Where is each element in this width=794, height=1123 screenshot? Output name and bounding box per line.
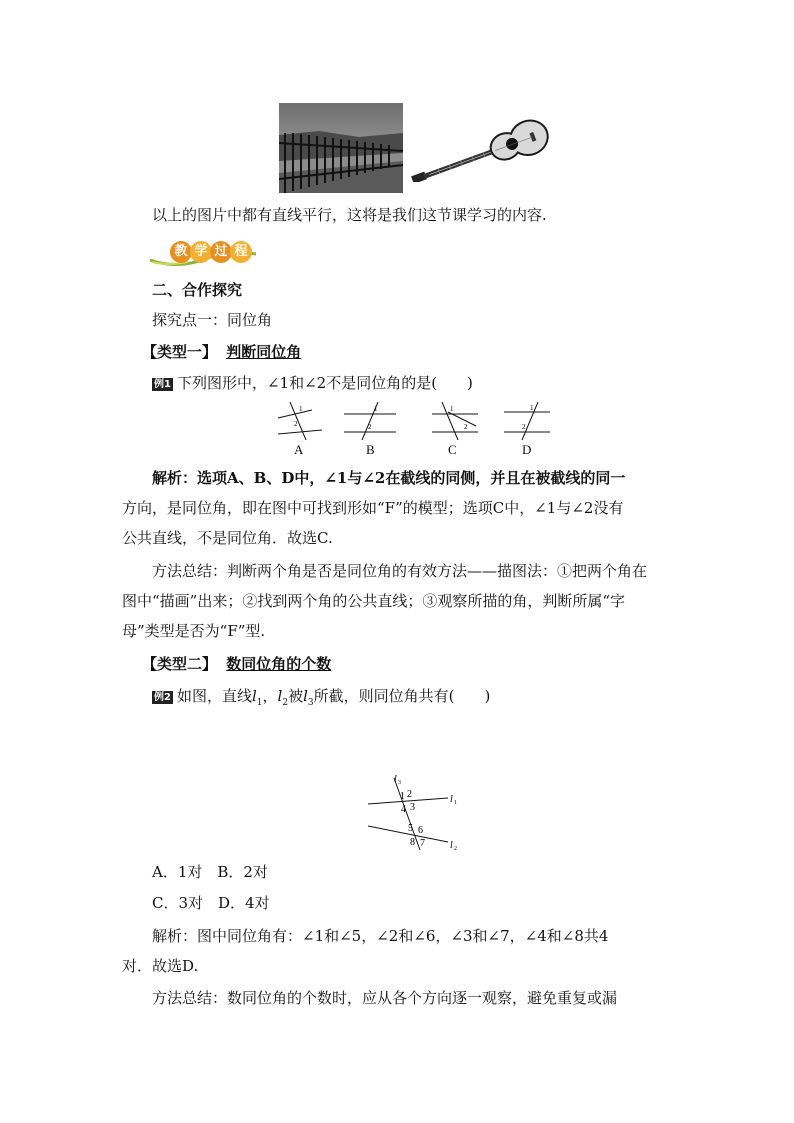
fig-angle-5: 5 [408, 823, 413, 834]
fig-label-l2-sub: 2 [454, 846, 457, 852]
type2-summary-line: 方法总结：数同位角的个数时，应从各个方向逐一观察，避免重复或漏 [152, 989, 618, 1007]
type2-analysis-line-1: 解析：图中同位角有：∠1和∠5，∠2和∠6，∠3和∠7，∠4和∠8共4 [152, 927, 609, 945]
banner-char-3: 过 [210, 241, 232, 263]
section-title: 二、合作探究 [152, 281, 243, 299]
example2-q-l1-sub: 1 [256, 698, 263, 708]
option-d-figure [502, 400, 552, 442]
fig-angle-2: 2 [407, 789, 412, 800]
option-c-figure [430, 400, 480, 442]
option-c-angle-2: 2 [464, 423, 468, 431]
fig-label-l1: l [450, 794, 453, 805]
type1-summary-line-2: 图中“描画”出来；②找到两个角的公共直线；③观察所描的角，判断所属“字 [122, 592, 626, 610]
banner-char-1: 教 [170, 241, 192, 263]
fig-label-l3-sub: 3 [398, 780, 401, 786]
type1-analysis-line-2: 方向，是同位角，即在图中可找到形如“F”的模型；选项C中，∠1与∠2没有 [122, 499, 624, 517]
type1-analysis-line-3: 公共直线，不是同位角．故选C. [122, 529, 333, 547]
example2-badge: 例2 [154, 692, 171, 703]
fig-angle-1: 1 [400, 791, 405, 802]
example1-badge: 例1 [154, 379, 171, 390]
fig-angle-3: 3 [410, 802, 415, 813]
option-b-figure [342, 400, 398, 442]
fig-angle-4: 4 [401, 804, 406, 815]
type1-summary-line-3: 母”类型是否为“F”型. [122, 622, 266, 640]
type1-heading [142, 342, 301, 362]
type1-analysis-line-1 [152, 468, 625, 488]
guitar-photo [403, 110, 549, 182]
example2-q-l1: l [251, 687, 257, 705]
fig-angle-7: 7 [420, 838, 425, 849]
type1-tag: 【类型一】 [142, 343, 218, 361]
example2-q-part-1: 如图，直线 [176, 687, 252, 705]
example2-q-l3: l [303, 687, 308, 705]
type2-title: 数同位角的个数 [226, 655, 332, 673]
option-a-angle-2: 2 [294, 420, 298, 428]
option-b-angle-2: 2 [368, 423, 372, 431]
fig-angle-6: 6 [418, 825, 423, 836]
fig-label-l1-sub: 1 [454, 800, 457, 806]
example2-choices-line-1: A．1对 B．2对 [152, 863, 268, 881]
example2-q-l2: l [277, 687, 283, 705]
example2-figure [362, 772, 462, 852]
example1-question-text: 下列图形中，∠1和∠2不是同位角的是( ) [176, 374, 473, 392]
option-c-angle-1: 1 [450, 405, 454, 413]
example2-q-part-4: 所截，则同位角共有( ) [313, 687, 491, 705]
fig-label-l3: l [394, 774, 397, 785]
example2-q-l3-sub: 3 [307, 698, 314, 708]
fig-angle-8: 8 [410, 837, 415, 848]
type2-analysis-line-2: 对．故选D. [122, 957, 199, 975]
type1-summary-line-1: 方法总结：判断两个角是否是同位角的有效方法——描图法：①把两个角在 [152, 562, 648, 580]
example2-q-l2-sub: 2 [282, 698, 289, 708]
banner-char-2: 学 [190, 241, 212, 263]
teaching-process-banner [148, 240, 258, 266]
option-a-angle-1: 1 [299, 405, 303, 413]
example2-question [152, 686, 490, 713]
option-d-label: D [522, 442, 532, 457]
type1-title: 判断同位角 [226, 343, 302, 361]
type2-heading [142, 654, 331, 674]
example2-q-part-3: 被 [288, 687, 304, 705]
example2-choices-line-2: C．3对 D．4对 [152, 894, 270, 912]
fence-photo [279, 103, 403, 193]
option-a-figure [276, 400, 324, 442]
example2-q-part-2: ， [262, 687, 278, 705]
type1-analysis-line-1-text: 解析：选项A、B、D中，∠1与∠2在截线的同侧，并且在被截线的同一 [152, 469, 626, 487]
section-subtitle: 探究点一：同位角 [152, 311, 273, 329]
option-d-angle-1: 1 [530, 404, 534, 412]
example1-question [152, 373, 473, 393]
option-b-label: B [366, 442, 375, 457]
intro-sentence: 以上的图片中都有直线平行，这将是我们这节课学习的内容. [152, 206, 547, 224]
type2-tag: 【类型二】 [142, 655, 218, 673]
option-b-angle-1: 1 [374, 405, 378, 413]
banner-char-4: 程 [230, 241, 252, 263]
option-c-label: C [448, 442, 457, 457]
option-a-label: A [294, 442, 304, 457]
fig-label-l2: l [450, 840, 453, 851]
option-d-angle-2: 2 [522, 423, 526, 431]
